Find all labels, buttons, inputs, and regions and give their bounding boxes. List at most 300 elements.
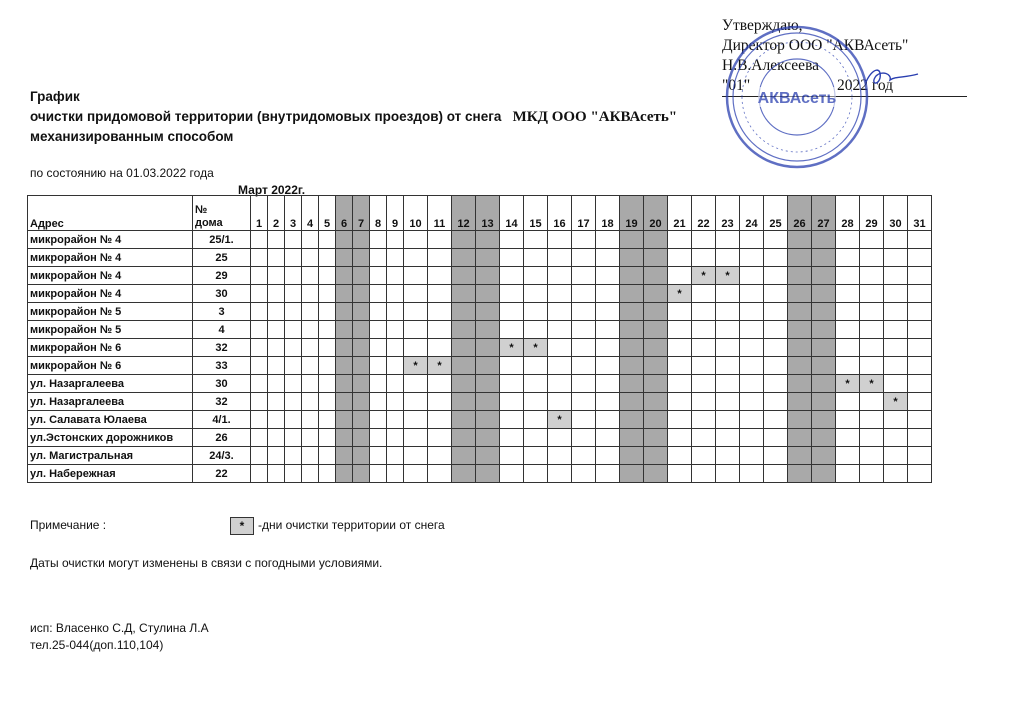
day-cell [476,447,500,465]
row-house-number: 29 [193,267,251,285]
day-cell [764,375,788,393]
day-cell [302,357,319,375]
day-cell [812,393,836,411]
table-row [28,465,932,483]
day-cell [620,393,644,411]
day-cell [884,447,908,465]
day-cell [302,375,319,393]
day-cell [740,339,764,357]
row-address: микрорайон № 4 [28,285,193,303]
day-cell [302,249,319,267]
day-cell [620,249,644,267]
cleaning-mark: * [500,339,524,357]
day-cell [452,321,476,339]
row-house-number: 3 [193,303,251,321]
header-house [193,196,251,231]
day-cell [452,375,476,393]
day-cell [319,231,336,249]
day-cell [476,429,500,447]
day-cell [836,231,860,249]
day-cell [387,411,404,429]
title-line-3: механизированным способом [30,129,234,144]
day-cell [548,447,572,465]
day-cell [548,321,572,339]
table-row [28,447,932,465]
day-cell [404,285,428,303]
day-cell [644,267,668,285]
day-cell [740,429,764,447]
day-cell [788,231,812,249]
day-cell [353,465,370,483]
day-cell [285,231,302,249]
day-cell [716,339,740,357]
day-cell [251,285,268,303]
row-address: ул. Назаргалеева [28,393,193,411]
day-cell [268,429,285,447]
row-address: ул. Магистральная [28,447,193,465]
day-cell [387,465,404,483]
day-cell [764,267,788,285]
day-cell [716,231,740,249]
day-cell [908,447,932,465]
day-cell [285,393,302,411]
day-cell [387,267,404,285]
row-house-number: 32 [193,339,251,357]
day-cell [319,339,336,357]
table-row [28,267,932,285]
header-day-30: 30 [884,196,908,231]
row-house-number: 22 [193,465,251,483]
day-cell [387,339,404,357]
day-cell [620,267,644,285]
day-cell [692,339,716,357]
day-cell [285,447,302,465]
day-cell [370,429,387,447]
day-cell [596,339,620,357]
day-cell [548,465,572,483]
day-cell [716,375,740,393]
day-cell [812,321,836,339]
day-cell [353,357,370,375]
day-cell [836,447,860,465]
day-cell [740,447,764,465]
day-cell [788,465,812,483]
row-house-number: 30 [193,375,251,393]
day-cell [319,429,336,447]
day-cell [620,339,644,357]
day-cell [524,285,548,303]
day-cell [404,267,428,285]
day-cell [644,447,668,465]
day-cell [336,465,353,483]
day-cell [644,375,668,393]
day-cell [644,231,668,249]
day-cell [668,303,692,321]
day-cell [620,375,644,393]
day-cell [860,267,884,285]
row-address: микрорайон № 4 [28,231,193,249]
day-cell [572,267,596,285]
day-cell [788,321,812,339]
day-cell [370,231,387,249]
day-cell [620,411,644,429]
day-cell [387,357,404,375]
day-cell [596,447,620,465]
row-house-number: 25/1. [193,231,251,249]
day-cell [353,447,370,465]
day-cell [572,465,596,483]
approval-year: 2022 год [837,77,894,94]
day-cell [860,465,884,483]
day-cell [370,411,387,429]
day-cell [524,267,548,285]
day-cell [452,393,476,411]
day-cell [428,447,452,465]
day-cell [692,357,716,375]
company-stamp [722,22,872,172]
row-address: микрорайон № 5 [28,303,193,321]
approval-line-2: Директор ООО "АКВАсеть" [722,37,909,54]
day-cell [620,321,644,339]
day-cell [452,429,476,447]
day-cell [428,303,452,321]
day-cell [596,285,620,303]
header-day-14: 14 [500,196,524,231]
day-cell [251,249,268,267]
row-address: микрорайон № 4 [28,249,193,267]
schedule-table [27,195,932,483]
day-cell [387,285,404,303]
day-cell [370,285,387,303]
weather-note: Даты очистки могут изменены в связи с погодными условиями. [30,556,383,570]
day-cell [860,285,884,303]
day-cell [908,339,932,357]
day-cell [251,429,268,447]
day-cell [548,231,572,249]
day-cell [500,285,524,303]
day-cell [476,231,500,249]
row-address: ул. Назаргалеева [28,375,193,393]
day-cell [596,267,620,285]
day-cell [572,375,596,393]
header-day-7: 7 [353,196,370,231]
header-house-line-1: № [195,204,208,216]
day-cell [353,231,370,249]
header-day-24: 24 [740,196,764,231]
day-cell [644,411,668,429]
executor-block [30,620,209,654]
day-cell [836,249,860,267]
day-cell [908,231,932,249]
day-cell [428,465,452,483]
cleaning-mark: * [404,357,428,375]
day-cell [353,411,370,429]
day-cell [353,375,370,393]
day-cell [572,339,596,357]
day-cell [620,357,644,375]
day-cell [404,375,428,393]
day-cell [387,303,404,321]
schedule-body [28,231,932,483]
day-cell [884,285,908,303]
day-cell [336,357,353,375]
day-cell [476,249,500,267]
day-cell [387,321,404,339]
table-row [28,249,932,267]
row-address: микрорайон № 4 [28,267,193,285]
day-cell [428,231,452,249]
table-row [28,321,932,339]
day-cell [500,465,524,483]
header-day-27: 27 [812,196,836,231]
day-cell [524,411,548,429]
day-cell [596,465,620,483]
day-cell [452,231,476,249]
header-address: Адрес [28,196,193,231]
day-cell [428,249,452,267]
day-cell [716,465,740,483]
row-address: микрорайон № 5 [28,321,193,339]
day-cell [692,231,716,249]
day-cell [860,393,884,411]
table-row [28,429,932,447]
day-cell [764,429,788,447]
day-cell [302,321,319,339]
day-cell [596,303,620,321]
day-cell [370,267,387,285]
day-cell [268,447,285,465]
day-cell [788,267,812,285]
day-cell [476,375,500,393]
day-cell [572,285,596,303]
day-cell [668,429,692,447]
day-cell [251,393,268,411]
day-cell [692,429,716,447]
day-cell [740,267,764,285]
day-cell [319,375,336,393]
executor-names: исп: Власенко С.Д, Стулина Л.А [30,621,209,635]
day-cell [740,231,764,249]
day-cell [524,465,548,483]
day-cell [302,447,319,465]
day-cell [884,357,908,375]
day-cell [476,303,500,321]
day-cell [319,285,336,303]
day-cell [644,285,668,303]
header-day-16: 16 [548,196,572,231]
row-address: ул. Набережная [28,465,193,483]
day-cell [524,375,548,393]
day-cell [353,267,370,285]
day-cell [836,357,860,375]
day-cell [836,429,860,447]
day-cell [302,285,319,303]
header-day-12: 12 [452,196,476,231]
day-cell [302,303,319,321]
approval-line-3: Н.В.Алексеева [722,57,820,74]
day-cell [452,357,476,375]
day-cell [285,429,302,447]
day-cell [788,375,812,393]
day-cell [860,447,884,465]
day-cell [620,447,644,465]
day-cell [620,465,644,483]
day-cell [788,285,812,303]
day-cell [353,303,370,321]
day-cell [404,249,428,267]
day-cell [548,375,572,393]
day-cell [836,285,860,303]
day-cell [353,429,370,447]
day-cell [500,375,524,393]
day-cell [788,447,812,465]
day-cell [370,249,387,267]
day-cell [596,231,620,249]
day-cell [548,357,572,375]
table-row [28,339,932,357]
day-cell [692,285,716,303]
day-cell [251,357,268,375]
row-house-number: 33 [193,357,251,375]
day-cell [524,393,548,411]
day-cell [836,393,860,411]
day-cell [251,465,268,483]
day-cell [336,249,353,267]
header-day-25: 25 [764,196,788,231]
day-cell [285,411,302,429]
header-day-22: 22 [692,196,716,231]
day-cell [764,321,788,339]
day-cell [387,447,404,465]
day-cell [353,321,370,339]
day-cell [251,303,268,321]
day-cell [302,411,319,429]
row-house-number: 24/3. [193,447,251,465]
day-cell [884,231,908,249]
day-cell [572,357,596,375]
day-cell [692,303,716,321]
day-cell [740,357,764,375]
day-cell [500,357,524,375]
day-cell [319,411,336,429]
day-cell [268,231,285,249]
header-day-21: 21 [668,196,692,231]
day-cell [268,411,285,429]
day-cell [370,303,387,321]
row-house-number: 32 [193,393,251,411]
day-cell [812,429,836,447]
day-cell [596,411,620,429]
day-cell [387,429,404,447]
legend-mark-box: * [230,517,254,535]
cleaning-mark: * [524,339,548,357]
day-cell [548,285,572,303]
day-cell [812,465,836,483]
day-cell [764,231,788,249]
day-cell [764,285,788,303]
day-cell [812,249,836,267]
day-cell [908,375,932,393]
day-cell [404,465,428,483]
day-cell [336,447,353,465]
day-cell [572,321,596,339]
day-cell [353,393,370,411]
day-cell [644,357,668,375]
day-cell [524,303,548,321]
day-cell [251,375,268,393]
cleaning-mark: * [860,375,884,393]
day-cell [302,231,319,249]
day-cell [268,393,285,411]
header-day-26: 26 [788,196,812,231]
day-cell [716,249,740,267]
cleaning-mark: * [548,411,572,429]
day-cell [788,357,812,375]
day-cell [428,393,452,411]
title-line-2 [30,107,677,127]
note-label: Примечание : [30,518,107,532]
day-cell [812,285,836,303]
day-cell [268,375,285,393]
day-cell [302,267,319,285]
day-cell [764,447,788,465]
title-line-2-text: очистки придомовой территории (внутридомовых проездов) от снега [30,109,502,124]
day-cell [302,465,319,483]
header-day-17: 17 [572,196,596,231]
day-cell [476,285,500,303]
day-cell [788,411,812,429]
day-cell [524,429,548,447]
day-cell [500,447,524,465]
day-cell [596,249,620,267]
day-cell [387,231,404,249]
day-cell [860,231,884,249]
day-cell [572,303,596,321]
day-cell [404,339,428,357]
day-cell [716,357,740,375]
day-cell [764,393,788,411]
day-cell [740,411,764,429]
day-cell [668,231,692,249]
day-cell [404,321,428,339]
day-cell [908,357,932,375]
day-cell [500,303,524,321]
header-day-28: 28 [836,196,860,231]
day-cell [764,249,788,267]
day-cell [452,447,476,465]
day-cell [692,465,716,483]
row-house-number: 30 [193,285,251,303]
day-cell [370,447,387,465]
header-day-3: 3 [285,196,302,231]
day-cell [644,465,668,483]
day-cell [788,429,812,447]
day-cell [548,429,572,447]
day-cell [524,231,548,249]
day-cell [812,375,836,393]
day-cell [336,321,353,339]
approval-date: "01" [722,77,751,94]
day-cell [500,231,524,249]
day-cell [860,321,884,339]
title-organization: МКД ООО "АКВАсеть" [512,109,678,125]
day-cell [836,411,860,429]
day-cell [319,465,336,483]
cleaning-mark: * [668,285,692,303]
day-cell [764,465,788,483]
day-cell [764,339,788,357]
day-cell [500,429,524,447]
